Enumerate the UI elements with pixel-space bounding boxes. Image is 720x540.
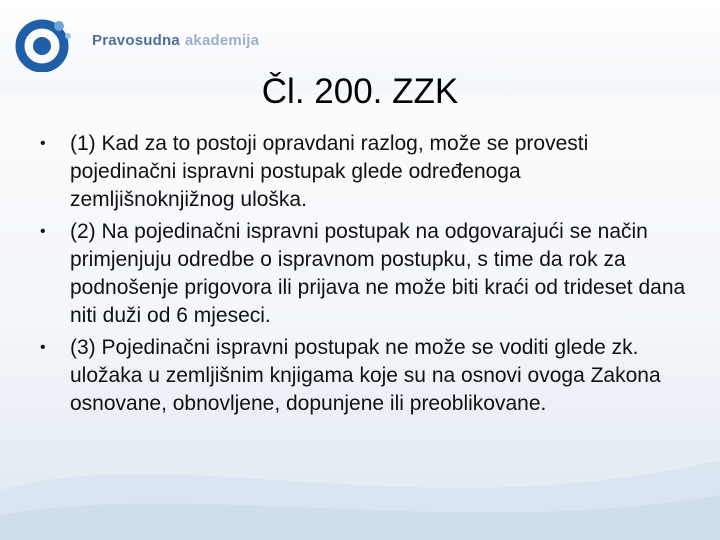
bullet-text: (3) Pojedinačni ispravni postupak ne može se voditi glede zk. uložaka u zemljišnim knjigama koje su na osnovi ovoga Zakona osnovane, obnovljene, dopunjene ili preoblikovane. xyxy=(70,336,661,415)
slide-title: Čl. 200. ZZK xyxy=(261,72,459,111)
bullet-item xyxy=(28,334,688,418)
bullet-icon: • xyxy=(40,223,46,240)
bullet-text: (1) Kad za to postoji opravdani razlog, može se provesti pojedinačni ispravni postupak glede određenoga zemljišnoknjižnog uloška. xyxy=(70,132,589,211)
bullet-item xyxy=(28,130,688,214)
logo-text xyxy=(92,32,259,49)
logo-word-pravosudna: Pravosudna xyxy=(92,32,180,49)
bullet-icon: • xyxy=(40,135,46,152)
bullet-list xyxy=(28,130,688,422)
logo-word-akademija: akademija xyxy=(184,32,260,49)
background-wave xyxy=(0,420,720,540)
bullet-text: (2) Na pojedinačni ispravni postupak na odgovarajući se način primjenjuju odredbe o ispravnom postupku, s time da rok za podnošenje prigovora ili prijava ne može biti kraći od trideset dana niti duži od 6 mjeseci. xyxy=(70,220,686,327)
bullet-item xyxy=(28,218,688,330)
bullet-icon: • xyxy=(40,339,46,356)
logo-icon xyxy=(12,16,76,72)
